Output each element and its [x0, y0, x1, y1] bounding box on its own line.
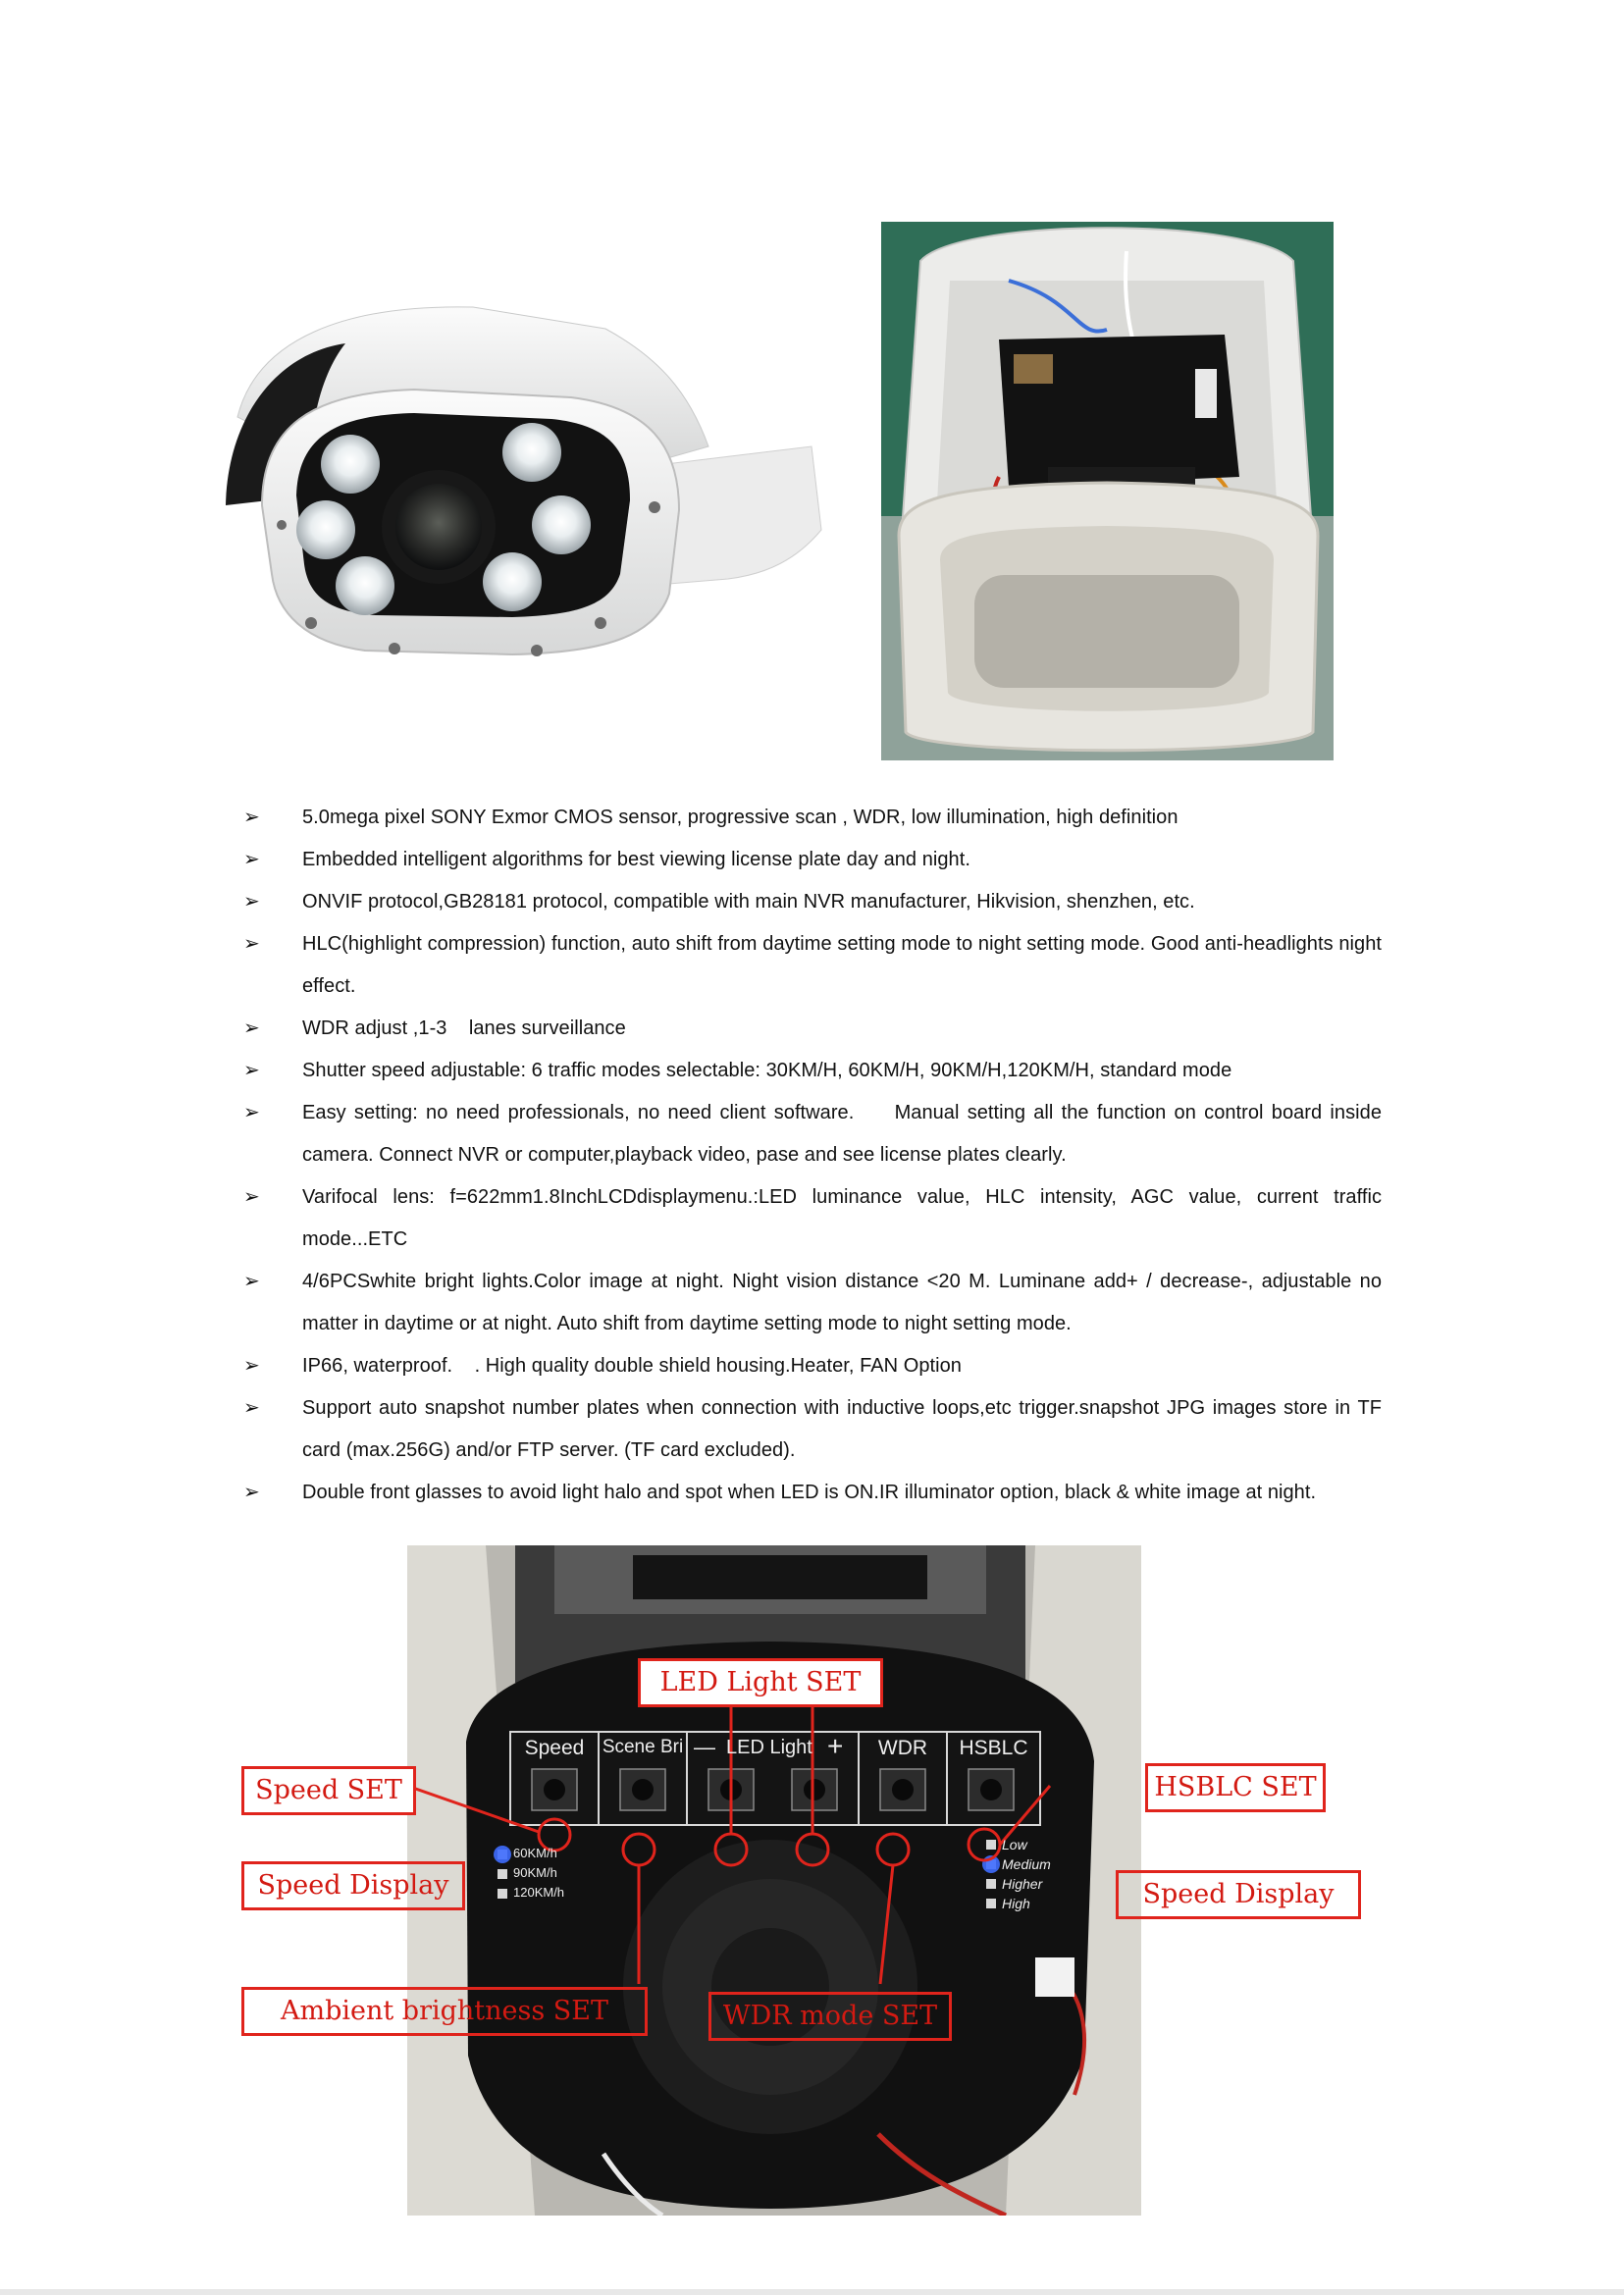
- arrow-bullet-icon: ➢: [243, 1060, 260, 1081]
- camera-product-photo: [218, 299, 826, 672]
- list-item: [243, 1261, 1382, 1345]
- list-item: [243, 1472, 1382, 1514]
- feature-text: 5.0mega pixel SONY Exmor CMOS sensor, progressive scan , WDR, low illumination, high definition: [302, 807, 1179, 828]
- speed-led-label: 120KM/h: [513, 1885, 565, 1900]
- feature-text: ONVIF protocol,GB28181 protocol, compatible with main NVR manufacturer, Hikvision, shenzhen, etc.: [302, 891, 1195, 913]
- board-label-scene-bri: Scene Bri: [602, 1737, 684, 1757]
- arrow-bullet-icon: ➢: [243, 1271, 260, 1292]
- feature-text: Embedded intelligent algorithms for best viewing license plate day and night.: [302, 849, 970, 870]
- speed-led-label: 60KM/h: [513, 1846, 557, 1860]
- hsblc-led-label: High: [1002, 1896, 1030, 1911]
- arrow-bullet-icon: ➢: [243, 1017, 260, 1039]
- list-item: [243, 881, 1382, 923]
- board-label-led-light: LED Light: [726, 1737, 812, 1758]
- callout-wdr-mode-set: WDR mode SET: [708, 1992, 952, 2041]
- list-item: [243, 797, 1382, 839]
- list-item: [243, 1008, 1382, 1050]
- feature-text: Shutter speed adjustable: 6 traffic modes selectable: 30KM/H, 60KM/H, 90KM/H,120KM/H, standard mode: [302, 1060, 1232, 1081]
- board-label-wdr: WDR: [877, 1737, 928, 1759]
- board-label-minus: —: [694, 1735, 715, 1759]
- hsblc-led-labels: [1002, 1835, 1051, 1913]
- list-item: [243, 1092, 1388, 1176]
- arrow-bullet-icon: ➢: [243, 1397, 260, 1419]
- open-housing-photo: [881, 222, 1334, 760]
- hsblc-led-label: Medium: [1002, 1856, 1051, 1872]
- callout-led-light-set: LED Light SET: [638, 1658, 883, 1707]
- list-item: [243, 1345, 1382, 1387]
- feature-text: WDR adjust ,1-3 lanes surveillance: [302, 1017, 626, 1039]
- page-bottom-edge: [0, 2289, 1624, 2295]
- arrow-bullet-icon: ➢: [243, 1102, 260, 1123]
- arrow-bullet-icon: ➢: [243, 1186, 260, 1208]
- feature-text: Varifocal lens: f=622mm1.8InchLCDdisplaymenu.:LED luminance value, HLC intensity, AGC value, current traffic mode...ETC: [302, 1186, 1382, 1250]
- arrow-bullet-icon: ➢: [243, 1355, 260, 1377]
- callout-speed-set: Speed SET: [241, 1766, 416, 1815]
- speed-led-label: 90KM/h: [513, 1865, 557, 1880]
- callout-speed-display-left: Speed Display: [241, 1861, 465, 1910]
- board-label-plus: +: [827, 1731, 844, 1761]
- list-item: [243, 1387, 1382, 1472]
- arrow-bullet-icon: ➢: [243, 849, 260, 870]
- callout-speed-display-right: Speed Display: [1116, 1870, 1361, 1919]
- feature-text: Double front glasses to avoid light halo and spot when LED is ON.IR illuminator option, black & white image at night.: [302, 1482, 1317, 1503]
- callout-ambient-brightness-set: Ambient brightness SET: [241, 1987, 648, 2036]
- arrow-bullet-icon: ➢: [243, 1482, 260, 1503]
- hsblc-led-label: Low: [1002, 1837, 1027, 1852]
- feature-list: [243, 797, 1388, 1514]
- feature-text: IP66, waterproof. . High quality double shield housing.Heater, FAN Option: [302, 1355, 962, 1377]
- speed-led-labels: [513, 1844, 564, 1903]
- control-board-photo: [407, 1545, 1141, 2216]
- board-label-hsblc: HSBLC: [959, 1737, 1028, 1759]
- arrow-bullet-icon: ➢: [243, 891, 260, 913]
- arrow-bullet-icon: ➢: [243, 933, 260, 955]
- feature-text: Support auto snapshot number plates when connection with inductive loops,etc trigger.snapshot JPG images store in TF card (max.256G) and/or FTP server. (TF card excluded).: [302, 1397, 1382, 1461]
- feature-text: 4/6PCSwhite bright lights.Color image at night. Night vision distance <20 M. Luminane add+ / decrease-, adjustable no matter in daytime or at night. Auto shift from daytime setting mode to night setting mode.: [302, 1271, 1382, 1334]
- hsblc-led-label: Higher: [1002, 1876, 1043, 1892]
- feature-text: Easy setting: no need professionals, no need client software. Manual setting all the function on control board inside camera. Connect NVR or computer,playback video, pase and see license plates clearly.: [302, 1102, 1388, 1166]
- list-item: [243, 1176, 1382, 1261]
- callout-hsblc-set: HSBLC SET: [1145, 1763, 1326, 1812]
- list-item: [243, 1050, 1382, 1092]
- list-item: [243, 839, 1382, 881]
- feature-text: HLC(highlight compression) function, auto shift from daytime setting mode to night setting mode. Good anti-headlights night effect.: [302, 933, 1382, 997]
- list-item: [243, 923, 1382, 1008]
- board-label-speed: Speed: [524, 1737, 585, 1759]
- arrow-bullet-icon: ➢: [243, 807, 260, 828]
